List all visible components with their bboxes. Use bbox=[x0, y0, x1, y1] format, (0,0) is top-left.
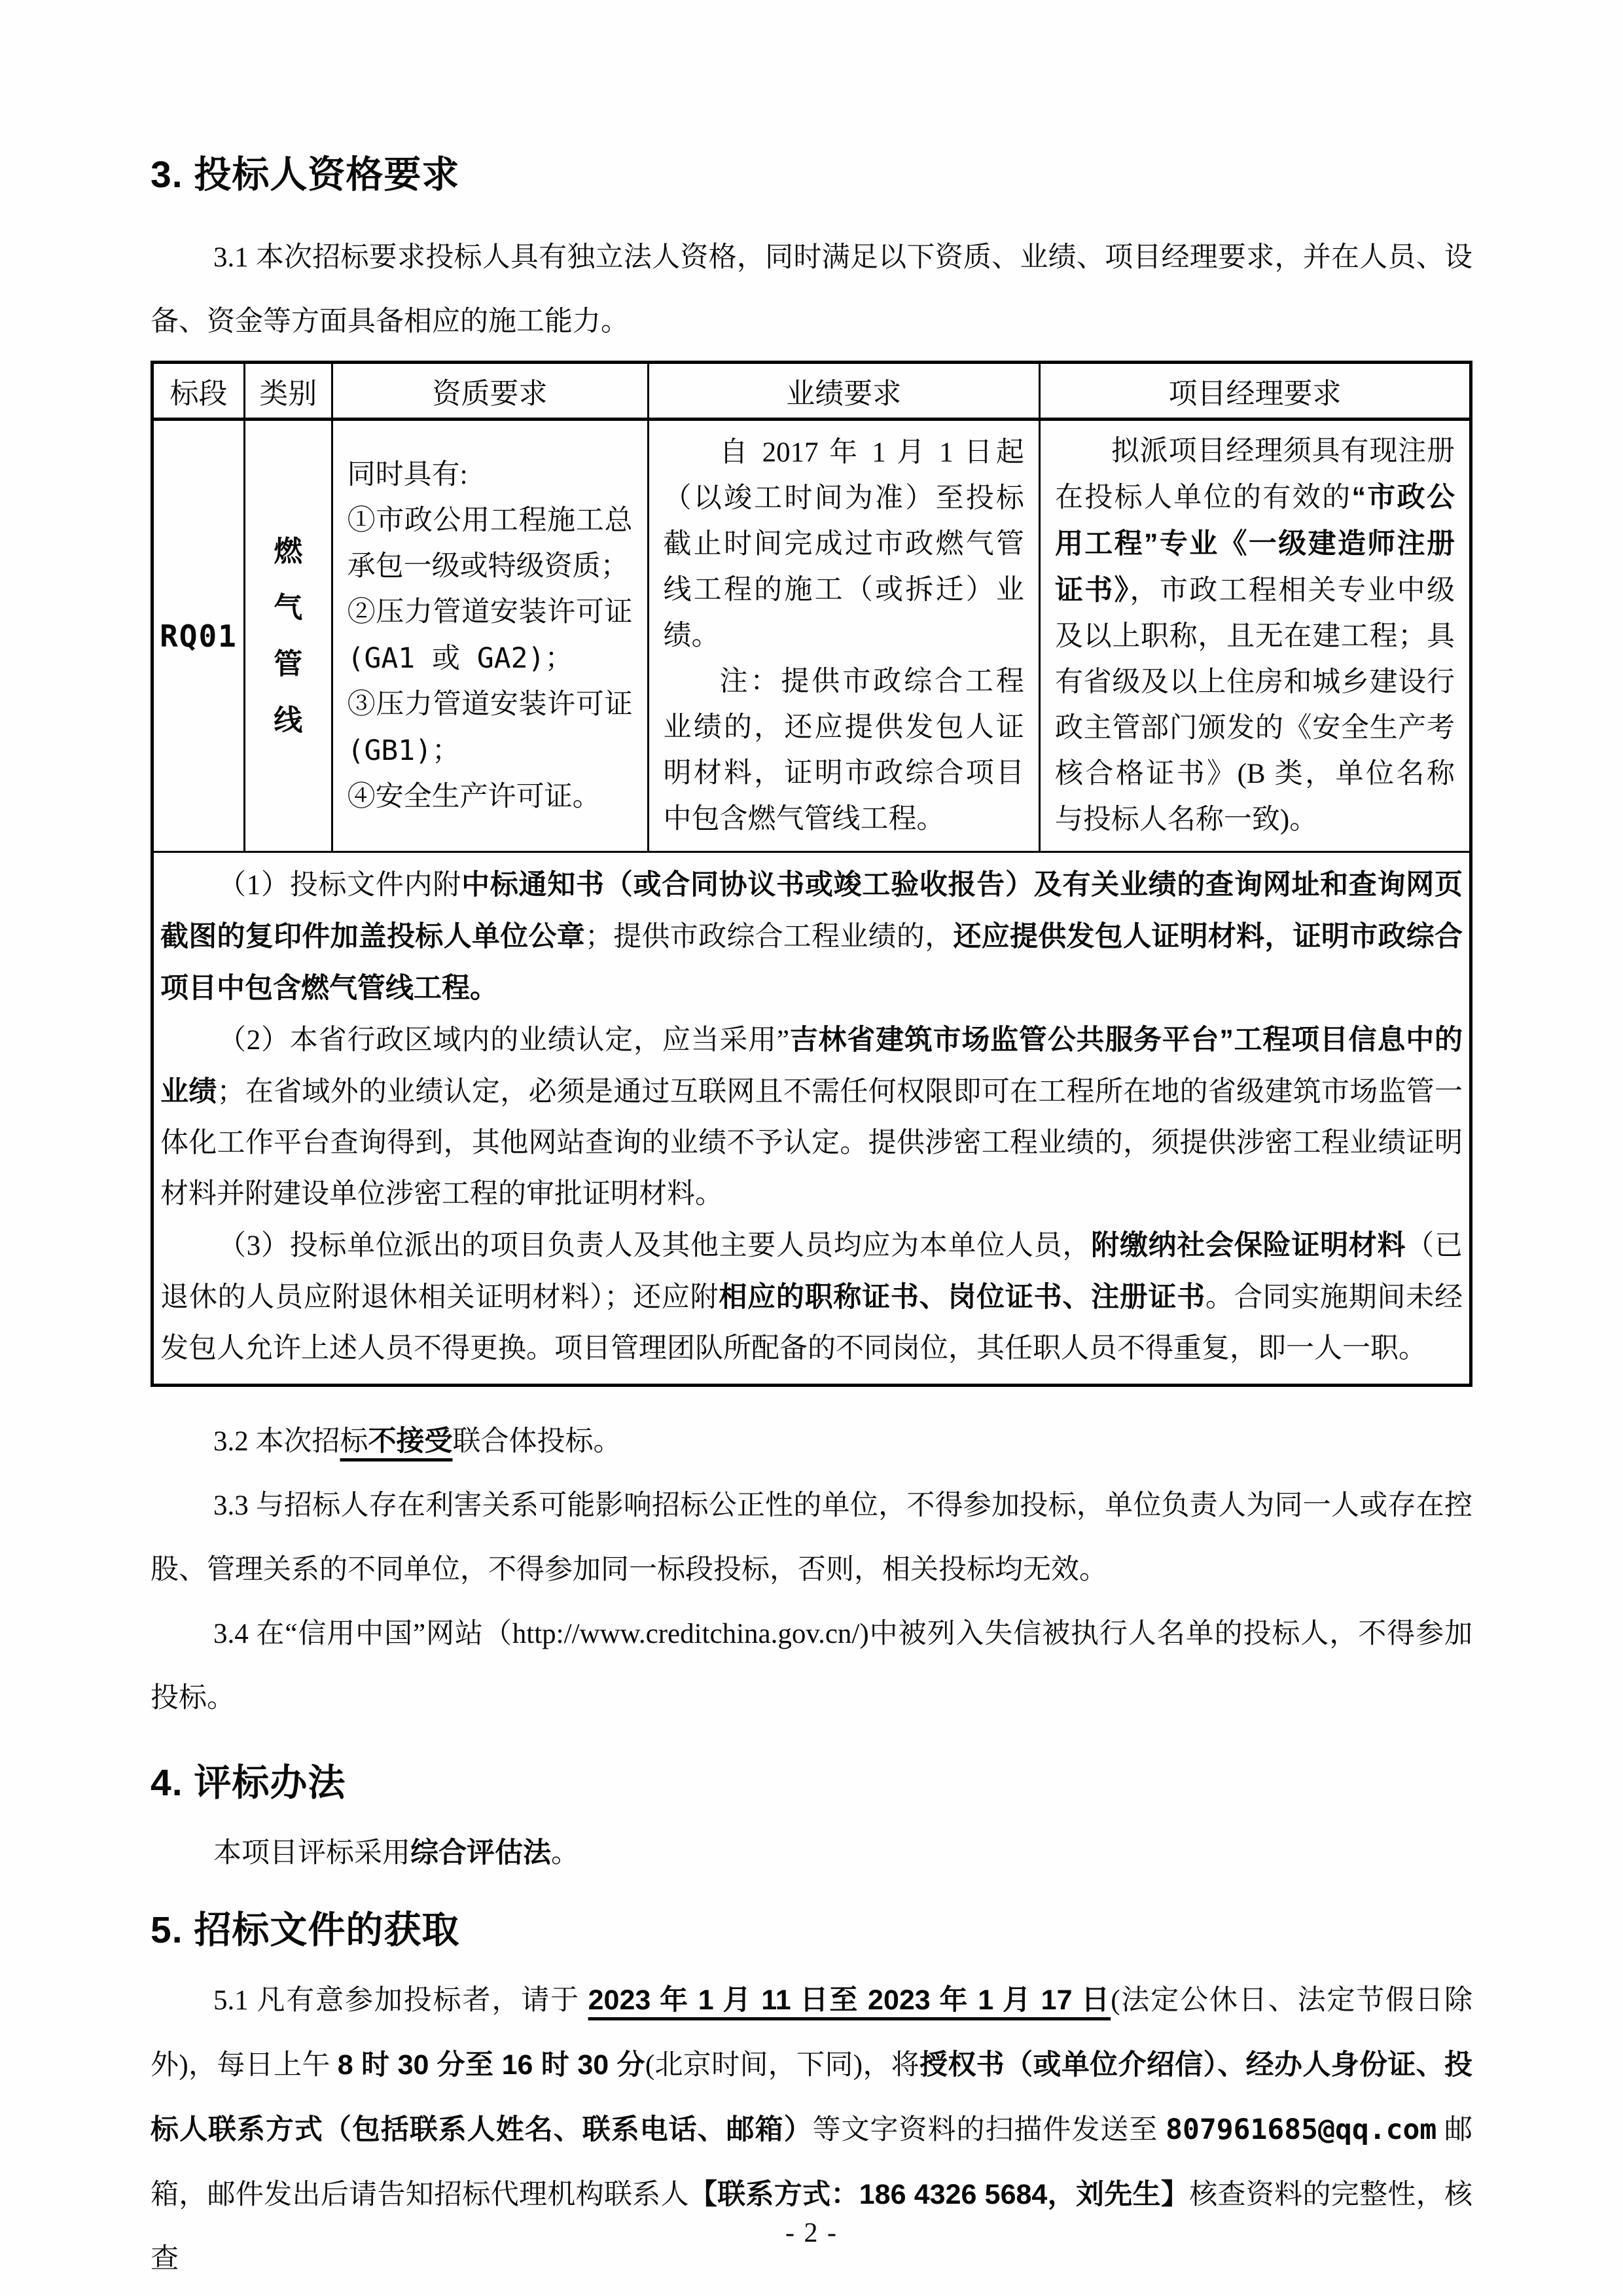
para-3-3 bbox=[151, 1474, 1472, 1602]
text-run: ④安全生产许可证。 bbox=[347, 781, 601, 812]
text-run: 同时具有: bbox=[347, 459, 468, 490]
table-notes-row bbox=[152, 852, 1471, 1386]
text-run: 【联系方式：186 4326 5684，刘先生】 bbox=[688, 2179, 1190, 2210]
cell-category bbox=[244, 420, 332, 852]
cell-qualification bbox=[332, 420, 648, 852]
text-run: 标 bbox=[340, 1426, 368, 1457]
text-run: （3）投标单位派出的项目负责人及其他主要人员均应为本单位人员， bbox=[218, 1230, 1092, 1261]
text-run: 3.1 本次招标要求投标人具有独立法人资格，同时满足以下资质、业绩、项目经理要求，并在人员、设备、资金等方面具备相应的施工能力。 bbox=[151, 242, 1472, 337]
text-run: “市政公用工程”专业《一级建造师注册证书》 bbox=[1054, 482, 1455, 606]
note-paragraph-1 bbox=[160, 859, 1463, 1014]
text-run: 综合评估法 bbox=[410, 1837, 551, 1869]
para-3-2 bbox=[151, 1409, 1472, 1474]
text-run: 拟派项目经理须具有现注册在投标人单位的有效的 bbox=[1054, 436, 1455, 513]
text-run: 相应的职称证书、岗位证书、注册证书 bbox=[719, 1282, 1206, 1313]
text-run: 2023 年 1 月 11 日至 2023 年 1 月 17 日 bbox=[588, 1984, 1111, 2016]
text-run: （2）本省行政区域内的业绩认定，应当采用” bbox=[218, 1025, 789, 1056]
text-run: (GA1 或 GA2) bbox=[347, 641, 545, 675]
manager-text bbox=[1055, 429, 1455, 843]
text-run: 。合同实施期间未经发包人允许上述人员不得更换。项目管理团队所配备的不同岗位，其任职人员不得重复，即一人一职。 bbox=[160, 1282, 1463, 1364]
col-header-performance: 业绩要求 bbox=[648, 363, 1039, 420]
text-run: ②压力管道安装许可证 bbox=[347, 596, 633, 628]
table-header-row bbox=[152, 363, 1471, 420]
text-run: 。 bbox=[551, 1838, 579, 1869]
col-header-qualification: 资质要求 bbox=[332, 363, 648, 420]
page-number: - 2 - bbox=[785, 2218, 838, 2248]
col-header-bid-section: 标段 bbox=[152, 363, 245, 420]
text-run: ；提供市政综合工程业绩的， bbox=[585, 922, 954, 952]
cell-manager bbox=[1039, 420, 1471, 852]
text-run: 807961685@qq.com bbox=[1166, 2113, 1437, 2146]
text-run: (GB1) bbox=[347, 734, 433, 767]
performance-text-1 bbox=[664, 430, 1024, 659]
text-run: (北京时间，下同)，将 bbox=[645, 2050, 920, 2081]
text-run: 本项目评标采用 bbox=[213, 1838, 410, 1869]
para-4-body bbox=[151, 1821, 1472, 1886]
section-4-title: 4. 评标办法 bbox=[151, 1762, 346, 1804]
text-run: ； bbox=[432, 735, 461, 766]
text-run: 中标通知书（或合同协议书或竣工验收报告）及有关业绩的查询网址和查询网页截图的复印件加盖投标人单位公章 bbox=[160, 869, 1463, 952]
col-header-category: 类别 bbox=[244, 363, 332, 420]
text-run: 3.4 在“信用中国”网站（http://www.creditchina.gov.cn/)中被列入失信被执行人名单的投标人，不得参加投标。 bbox=[151, 1619, 1472, 1713]
text-run: 3.3 与招标人存在利害关系可能影响招标公正性的单位，不得参加投标，单位负责人为同一人或存在控股、管理关系的不同单位，不得参加同一标段投标，否则，相关投标均无效。 bbox=[151, 1490, 1472, 1585]
text-run: 等文字资料的扫描件发送至 bbox=[812, 2115, 1166, 2145]
cell-notes bbox=[152, 852, 1471, 1386]
text-run: ； bbox=[544, 643, 573, 674]
para-3-4 bbox=[151, 1602, 1472, 1731]
table-data-row bbox=[152, 420, 1471, 852]
note-paragraph-3 bbox=[160, 1220, 1463, 1374]
performance-text-2 bbox=[664, 659, 1024, 842]
cell-bid-section bbox=[152, 420, 245, 852]
text-run: (法定公休日、法定节假日除外)，每日上午 bbox=[151, 1985, 1472, 2081]
text-run: ①市政公用工程施工总承包一级或特级资质； bbox=[347, 505, 633, 582]
text-run: ；在省域外的业绩认定，必须是通过互联网且不需任何权限即可在工程所在地的省级建筑市场监管一体化工作平台查询得到，其他网站查询的业绩不予认定。提供涉密工程业绩的，须提供涉密工程业绩证明材料并附建设单位涉密工程的审批证明材料。 bbox=[160, 1077, 1463, 1210]
section-5-title: 5. 招标文件的获取 bbox=[151, 1909, 460, 1951]
col-header-manager: 项目经理要求 bbox=[1039, 363, 1471, 420]
text-run: 邮箱，邮件发出后请告知招标代理机构联系人 bbox=[151, 2115, 1473, 2210]
text-run: 附缴纳社会保险证明材料 bbox=[1091, 1230, 1406, 1261]
text-run: ③压力管道安装许可证 bbox=[347, 689, 633, 720]
qualification-table bbox=[151, 361, 1472, 1387]
qualification-text bbox=[348, 452, 633, 820]
text-run: 授权书（或单位介绍信）、经办人身份证、投标人联系方式（包括联系人姓名、联系电话、邮箱） bbox=[151, 2049, 1473, 2145]
text-run: 8 时 30 分至 16 时 30 分 bbox=[337, 2049, 645, 2081]
text-run: 还应提供发包人证明材料，证明市政综合项目中包含燃气管线工程。 bbox=[160, 921, 1463, 1004]
text-run: ，市政工程相关专业中级及以上职称，且无在建工程；具有省级及以上住房和城乡建设行政主管部门颁发的《安全生产考核合格证书》(B 类，单位名称与投标人名称一致)。 bbox=[1054, 575, 1455, 835]
text-run: 核查资料的完整性，核查 bbox=[151, 2179, 1473, 2274]
category-label: 燃气管线 bbox=[274, 535, 303, 736]
text-run: 自 2017 年 1 月 1 日起（以竣工时间为准）至投标截止时间完成过市政燃气管线工程的施工（或拆迁）业绩。 bbox=[663, 437, 1024, 651]
text-run: 注：提供市政综合工程业绩的，还应提供发包人证明材料，证明市政综合项目中包含燃气管线工程。 bbox=[663, 666, 1024, 834]
cell-performance bbox=[648, 420, 1039, 852]
text-run: 联合体投标。 bbox=[452, 1426, 622, 1457]
para-3-1 bbox=[151, 226, 1472, 354]
text-run: 不接受 bbox=[368, 1426, 453, 1457]
text-run: （已退休的人员应附退休相关证明材料）；还应附 bbox=[160, 1230, 1463, 1313]
bid-section-code: RQ01 bbox=[160, 618, 238, 654]
text-run: 吉林省建筑市场监管公共服务平台”工程项目信息中的业绩 bbox=[160, 1024, 1463, 1107]
note-paragraph-2 bbox=[160, 1014, 1463, 1220]
text-run: （1）投标文件内附 bbox=[218, 870, 462, 901]
section-3-title: 3. 投标人资格要求 bbox=[151, 154, 460, 196]
text-run: 5.1 凡有意参加投标者，请于 bbox=[213, 1985, 588, 2016]
text-run: 3.2 本次招 bbox=[213, 1426, 340, 1457]
